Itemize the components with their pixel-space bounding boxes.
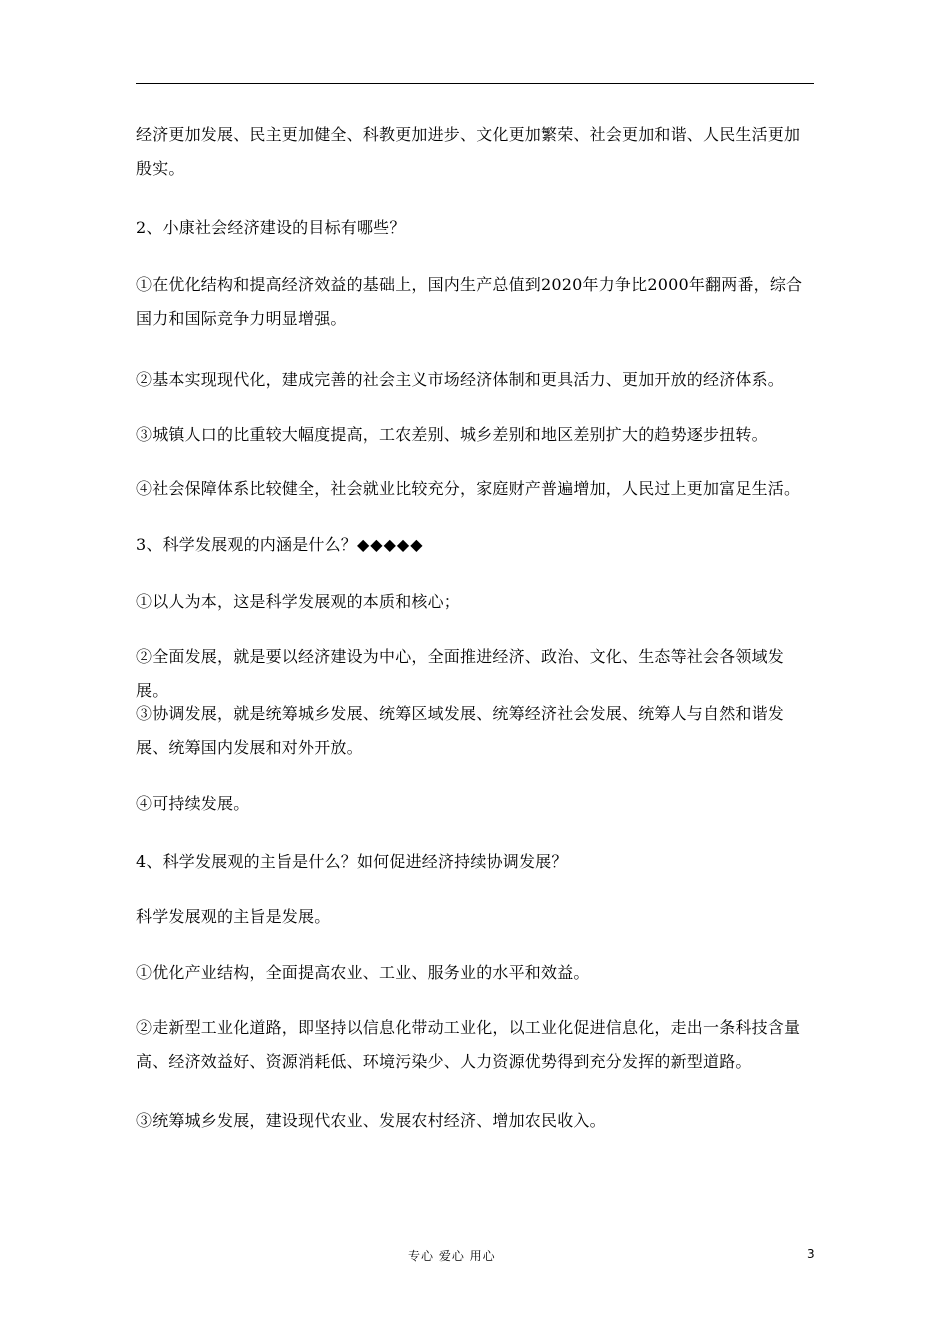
page-number: 3 [807, 1247, 815, 1261]
answer-3-item-4: ④可持续发展。 [136, 794, 250, 813]
answer-3-item-3: ③协调发展，就是统筹城乡发展、统筹区域发展、统筹经济社会发展、统筹人与自然和谐发展、统筹国内发展和对外开放。 [136, 704, 785, 757]
importance-diamonds: ◆◆◆◆◆ [356, 535, 424, 554]
question-2-heading: 2、小康社会经济建设的目标有哪些？ [136, 218, 406, 237]
answer-2-item-4: ④社会保障体系比较健全，社会就业比较充分，家庭财产普遍增加，人民过上更加富足生活。 [136, 479, 801, 498]
answer-2-item-1: ①在优化结构和提高经济效益的基础上，国内生产总值到2020年力争比2000年翻两番，综合国力和国际竞争力明显增强。 [136, 275, 803, 328]
answer-4-item-3: ③统筹城乡发展，建设现代农业、发展农村经济、增加农民收入。 [136, 1111, 606, 1130]
answer-3-item-1: ①以人为本，这是科学发展观的本质和核心； [136, 592, 461, 611]
question-3-text: 3、科学发展观的内涵是什么？ [136, 535, 357, 554]
answer-4-intro: 科学发展观的主旨是发展。 [136, 907, 331, 926]
answer-4-item-2: ②走新型工业化道路，即坚持以信息化带动工业化，以工业化促进信息化，走出一条科技含量高、经济效益好、资源消耗低、环境污染少、人力资源优势得到充分发挥的新型道路。 [136, 1018, 801, 1071]
answer-2-item-2: ②基本实现现代化，建成完善的社会主义市场经济体制和更具活力、更加开放的经济体系。 [136, 370, 785, 389]
answer-3-item-2: ②全面发展，就是要以经济建设为中心，全面推进经济、政治、文化、生态等社会各领域发展。 [136, 647, 785, 700]
question-3-heading [136, 528, 816, 562]
paragraph-intro-continuation: 经济更加发展、民主更加健全、科教更加进步、文化更加繁荣、社会更加和谐、人民生活更加殷实。 [136, 125, 801, 178]
header-rule [136, 83, 814, 84]
answer-4-item-1: ①优化产业结构，全面提高农业、工业、服务业的水平和效益。 [136, 963, 590, 982]
footer-motto: 专心 爱心 用心 [408, 1249, 496, 1263]
answer-2-item-3: ③城镇人口的比重较大幅度提高，工农差别、城乡差别和地区差别扩大的趋势逐步扭转。 [136, 425, 768, 444]
question-4-heading: 4、科学发展观的主旨是什么？如何促进经济持续协调发展？ [136, 852, 568, 871]
